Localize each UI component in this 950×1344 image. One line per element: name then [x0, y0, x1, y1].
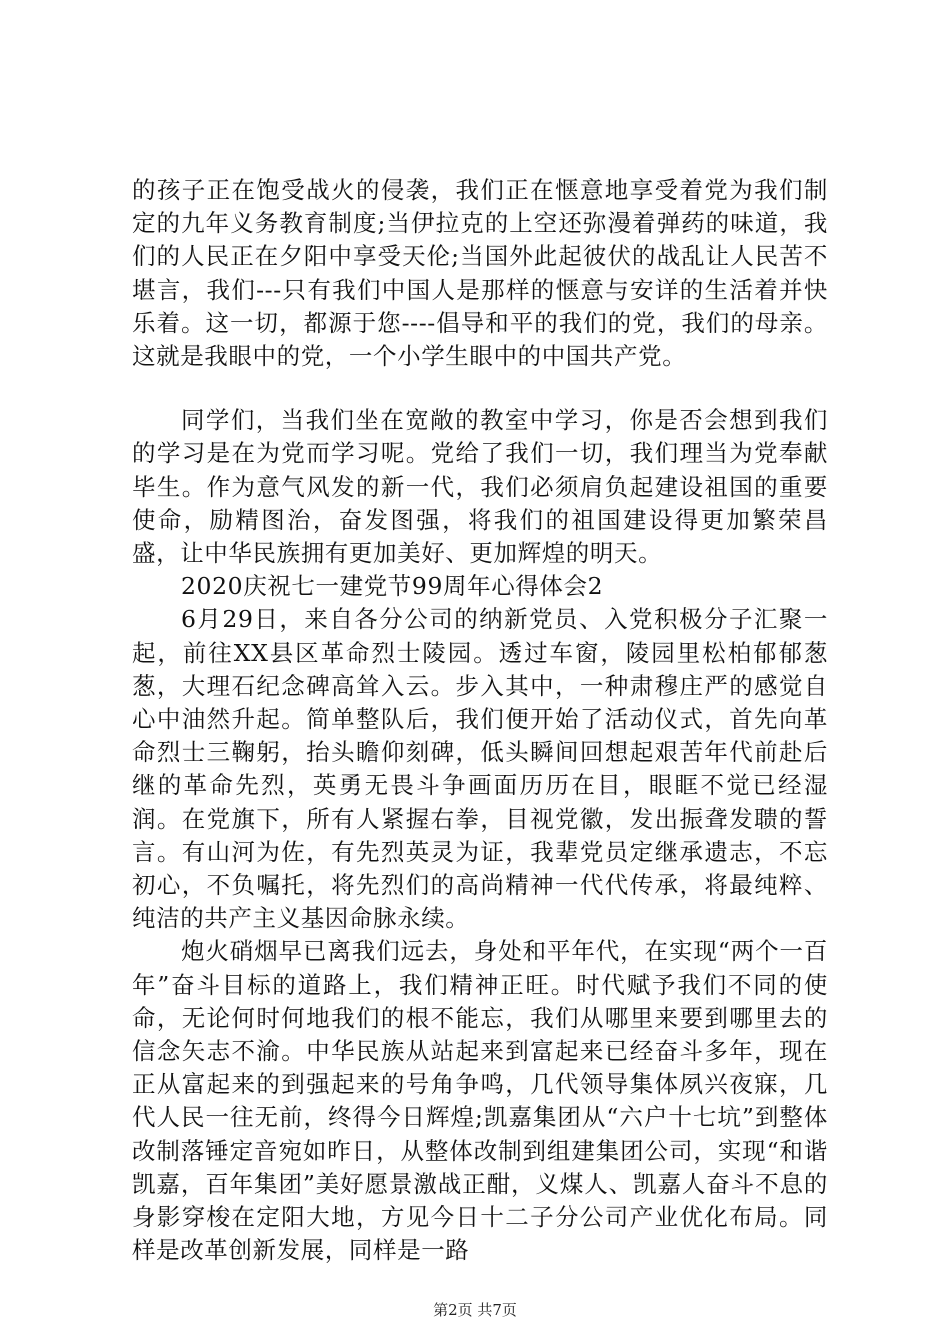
paragraph-2: 同学们，当我们坐在宽敞的教室中学习，你是否会想到我们的学习是在为党而学习呢。党给了我们一切，我们理当为党奉献毕生。作为意气风发的新一代，我们必须肩负起建设祖国的重要使命，励精图治，奋发图强，将我们的祖国建设得更加繁荣昌盛，让中华民族拥有更加美好、更加辉煌的明天。 [132, 406, 828, 568]
paragraph-3: 6月29日，来自各分公司的纳新党员、入党积极分子汇聚一起，前往XX县区革命烈士陵园。透过车窗，陵园里松柏郁郁葱葱，大理石纪念碑高耸入云。步入其中，一种肃穆庄严的感觉自心中油然升起。简单整队后，我们便开始了活动仪式，首先向革命烈士三鞠躬，抬头瞻仰刻碑，低头瞬间回想起艰苦年代前赴后继的革命先烈，英勇无畏斗争画面历历在目，眼眶不觉已经湿润。在党旗下，所有人紧握右拳，目视党徽，发出振聋发聩的誓言。有山河为佐，有先烈英灵为证，我辈党员定继承遗志，不忘初心，不负嘱托，将先烈们的高尚精神一代代传承，将最纯粹、纯洁的共产主义基因命脉永续。 [132, 605, 828, 933]
section-heading: 2020庆祝七一建党节99周年心得体会2 [181, 572, 604, 601]
paragraph-1: 的孩子正在饱受战火的侵袭，我们正在惬意地享受着党为我们制定的九年义务教育制度;当伊拉克的上空还弥漫着弹药的味道，我们的人民正在夕阳中享受天伦;当国外此起彼伏的战乱让人民苦不堪言，我们---只有我们中国人是那样的惬意与安详的生活着并快乐着。这一切，都源于您----倡导和平的我们的党，我们的母亲。这就是我眼中的党，一个小学生眼中的中国共产党。 [132, 176, 828, 371]
paragraph-spacer [132, 373, 828, 404]
page-number-footer: 第2页 共7页 [433, 1301, 517, 1319]
document-body [132, 174, 828, 1268]
paragraph-4: 炮火硝烟早已离我们远去，身处和平年代，在实现“两个一百年”奋斗目标的道路上，我们精神正旺。时代赋予我们不同的使命，无论何时何地我们的根不能忘，我们从哪里来要到哪里去的信念矢志不渝。中华民族从站起来到富起来已经奋斗多年，现在正从富起来的到强起来的号角争鸣，几代领导集体夙兴夜寐，几代人民一往无前，终得今日辉煌;凯嘉集团从“六户十七坑”到整体改制落锤定音宛如昨日，从整体改制到组建集团公司，实现“和谐凯嘉，百年集团”美好愿景激战正酣，义煤人、凯嘉人奋斗不息的身影穿梭在定阳大地，方见今日十二子分公司产业优化布局。同样是改革创新发展，同样是一路 [132, 937, 828, 1265]
